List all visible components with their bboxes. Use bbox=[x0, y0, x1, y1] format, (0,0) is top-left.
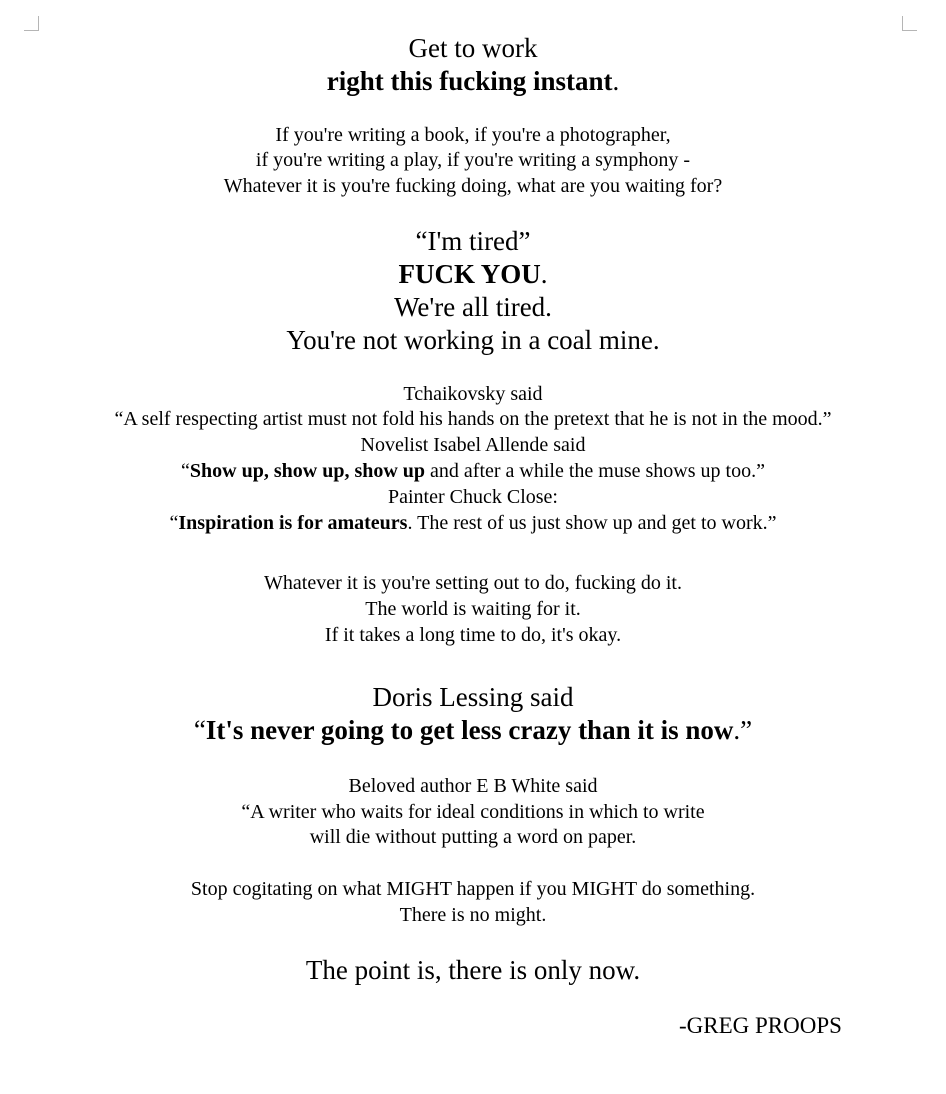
fuck-you-bold: FUCK YOU bbox=[398, 259, 541, 289]
allende-bold-text: Show up, show up, show up bbox=[189, 460, 426, 482]
para1-line-2: if you're writing a play, if you're writing a symphony - bbox=[255, 149, 691, 171]
para3-line-2: There is no might. bbox=[399, 904, 547, 926]
tchaikovsky-quote: “A self respecting artist must not fold his hands on the pretext that he is not in the mood.” bbox=[114, 408, 832, 430]
heading-period: . bbox=[612, 66, 620, 96]
para1-line-3: Whatever it is you're fucking doing, what are you waiting for? bbox=[223, 175, 723, 197]
lessing-attribution: Doris Lessing said bbox=[372, 682, 574, 712]
page-corner-mark-top-right bbox=[902, 16, 917, 31]
allende-attribution: Novelist Isabel Allende said bbox=[360, 434, 586, 456]
para2-line-1: Whatever it is you're setting out to do, fucking do it. bbox=[264, 572, 682, 594]
heading-bold-text: right this fucking instant bbox=[326, 66, 613, 96]
tired-line-3: We're all tired. bbox=[394, 292, 552, 322]
tired-line-1: “I'm tired” bbox=[415, 226, 531, 256]
tired-period: . bbox=[540, 259, 548, 289]
white-quote-line-2: will die without putting a word on paper. bbox=[309, 826, 637, 848]
white-quote-line-1: “A writer who waits for ideal conditions in which to write bbox=[241, 801, 705, 823]
allende-quote bbox=[0, 458, 946, 484]
close-open-quote: “ bbox=[169, 512, 179, 534]
para2-line-2: The world is waiting for it. bbox=[365, 598, 581, 620]
lessing-close-quote: .” bbox=[733, 715, 753, 745]
lessing-quote bbox=[0, 714, 946, 747]
point-line: The point is, there is only now. bbox=[305, 955, 641, 985]
tchaikovsky-attribution: Tchaikovsky said bbox=[403, 383, 543, 405]
heading-line-1: Get to work bbox=[408, 33, 538, 63]
close-attribution: Painter Chuck Close: bbox=[388, 486, 558, 508]
page-corner-mark-top-left bbox=[24, 16, 39, 31]
lessing-open-quote: “ bbox=[193, 715, 206, 745]
close-bold-text: Inspiration is for amateurs bbox=[178, 512, 408, 534]
allende-quote-rest: and after a while the muse shows up too.” bbox=[425, 460, 765, 482]
para1-line-1: If you're writing a book, if you're a photographer, bbox=[275, 124, 671, 146]
lessing-bold-text: It's never going to get less crazy than it is now bbox=[205, 715, 734, 745]
white-attribution: Beloved author E B White said bbox=[348, 775, 598, 797]
tired-line-4: You're not working in a coal mine. bbox=[286, 325, 660, 355]
allende-open-quote: “ bbox=[181, 460, 190, 482]
signature: -GREG PROOPS bbox=[679, 1013, 842, 1038]
close-quote-rest: . The rest of us just show up and get to work.” bbox=[407, 512, 777, 534]
para3-line-1: Stop cogitating on what MIGHT happen if you MIGHT do something. bbox=[190, 878, 756, 900]
para2-line-3: If it takes a long time to do, it's okay. bbox=[324, 624, 622, 646]
close-quote bbox=[0, 510, 946, 536]
heading-line-2 bbox=[0, 65, 946, 98]
tired-line-2 bbox=[0, 258, 946, 291]
